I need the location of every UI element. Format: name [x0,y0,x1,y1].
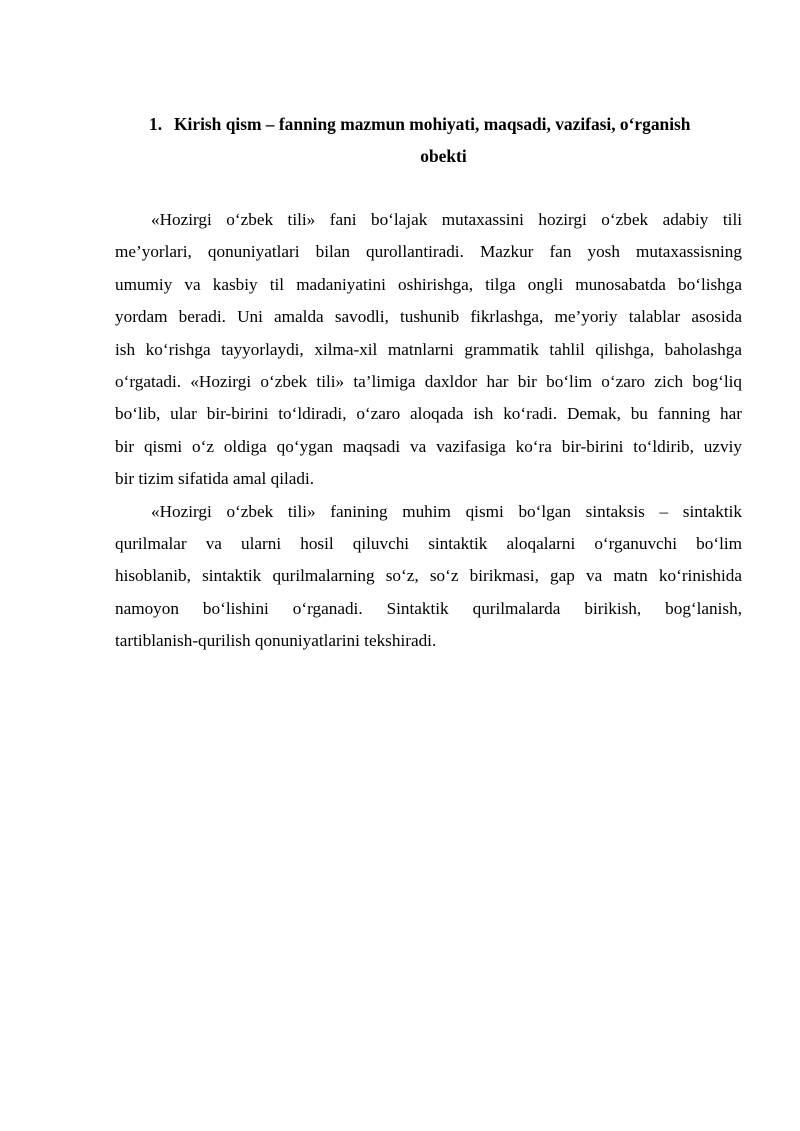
section-heading-line-1 [115,108,742,140]
paragraph-line: umumiy va kasbiy til madaniyatini oshirishga, tilga ongli munosabatda bo‘lishga [115,274,742,294]
paragraph-line: qurilmalar va ularni hosil qiluvchi sintaktik aloqalarni o‘rganuvchi bo‘lim [115,533,742,553]
paragraph-1 [115,204,742,496]
paragraph-line: namoyon bo‘lishini o‘rganadi. Sintaktik qurilmalarda birikish, bog‘lanish, [115,598,742,618]
paragraph-line: bo‘lib, ular bir-birini to‘ldiradi, o‘zaro aloqada ish ko‘radi. Demak, bu fanning har [115,404,742,424]
section-heading [115,108,742,172]
section-number: 1. [149,114,163,134]
body-text [115,204,742,657]
paragraph-line: «Hozirgi o‘zbek tili» fanining muhim qismi bo‘lgan sintaksis – sintaktik [151,501,742,521]
paragraph-line: yordam beradi. Uni amalda savodli, tushunib fikrlashga, me’yoriy talablar asosida [115,307,742,327]
section-title: Kirish qism – fanning mazmun mohiyati, maqsadi, vazifasi, o‘rganish [174,114,691,134]
section-heading-line-2: obekti [420,146,467,166]
paragraph-line: me’yorlari, qonuniyatlari bilan qurollantiradi. Mazkur fan yosh mutaxassisning [115,242,742,262]
paragraph-line: «Hozirgi o‘zbek tili» fani bo‘lajak mutaxassini hozirgi o‘zbek adabiy tili [151,210,742,229]
paragraph-line: tartiblanish-qurilish qonuniyatlarini tekshiradi. [115,631,437,651]
paragraph-line: ish ko‘rishga tayyorlaydi, xilma-xil matnlarni grammatik tahlil qilishga, baholashga [115,339,742,359]
paragraph-line: o‘rgatadi. «Hozirgi o‘zbek tili» ta’limiga daxldor har bir bo‘lim o‘zaro zich bog‘liq [115,371,742,391]
paragraph-line: hisoblanib, sintaktik qurilmalarning so‘z, so‘z birikmasi, gap va matn ko‘rinishida [115,566,742,586]
paragraph-2 [115,496,742,658]
paragraph-line: bir qismi o‘z oldiga qo‘ygan maqsadi va vazifasiga ko‘ra bir-birini to‘ldirib, uzviy [115,436,742,456]
paragraph-line: bir tizim sifatida amal qiladi. [115,469,315,489]
